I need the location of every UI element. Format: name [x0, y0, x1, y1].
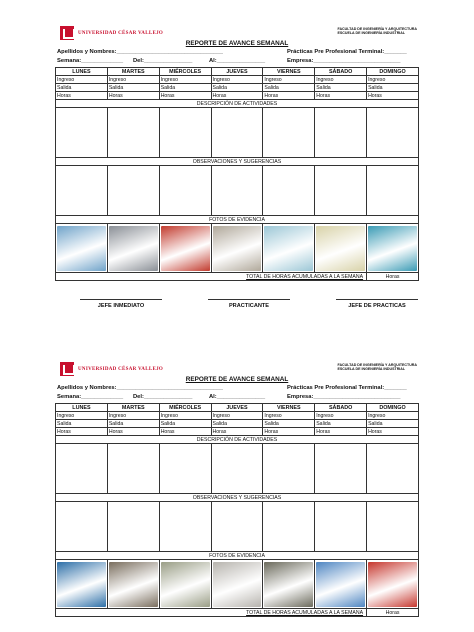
observation-cell[interactable] — [211, 502, 263, 552]
observation-cell[interactable] — [56, 502, 108, 552]
time-cell[interactable]: Ingreso — [263, 412, 315, 420]
time-cell[interactable]: Ingreso — [367, 412, 419, 420]
faculty-line: FACULTAD DE INGENIERÍA Y ARQUITECTURA — [337, 27, 417, 31]
faculty-heading — [337, 363, 417, 372]
fields-row-names — [57, 49, 419, 55]
time-cell[interactable]: Horas — [263, 92, 315, 100]
photo-cell — [107, 560, 159, 609]
faculty-line: FACULTAD DE INGENIERÍA Y ARQUITECTURA — [337, 363, 417, 367]
names-field[interactable]: Apellidos y Nombres:_________________________________ — [57, 49, 223, 55]
evidence-photo — [316, 226, 365, 271]
time-cell[interactable]: Salida — [107, 420, 159, 428]
evidence-photo — [264, 226, 313, 271]
time-cell[interactable]: Ingreso — [56, 412, 108, 420]
signature-boss: JEFE INMEDIATO — [80, 299, 162, 309]
time-cell[interactable]: Ingreso — [211, 412, 263, 420]
activity-cell[interactable] — [107, 444, 159, 494]
observations-heading: OBSERVACIONES Y SUGERENCIAS — [56, 494, 419, 502]
total-hours-label: TOTAL DE HORAS ACUMULADAS A LA SEMANA — [56, 273, 367, 281]
time-cell[interactable]: Ingreso — [263, 76, 315, 84]
time-cell[interactable]: Horas — [107, 428, 159, 436]
evidence-photo — [264, 562, 313, 607]
weekly-grid — [55, 403, 419, 617]
activity-cell[interactable] — [159, 108, 211, 158]
photos-heading: FOTOS DE EVIDENCIA — [56, 552, 419, 560]
signature-intern: PRACTICANTE — [208, 299, 290, 309]
time-cell[interactable]: Horas — [159, 428, 211, 436]
observation-cell[interactable] — [263, 166, 315, 216]
photo-cell — [56, 560, 108, 609]
salida-row — [56, 84, 419, 92]
week-field[interactable]: Semana:_____________ — [57, 58, 124, 64]
day-header: VIERNES — [263, 68, 315, 76]
activity-cell[interactable] — [263, 444, 315, 494]
observation-cell[interactable] — [263, 502, 315, 552]
evidence-photo — [161, 226, 210, 271]
photos-row — [56, 560, 419, 609]
names-field[interactable]: Apellidos y Nombres:_________________________________ — [57, 385, 223, 391]
time-cell[interactable]: Salida — [263, 84, 315, 92]
activity-cell[interactable] — [56, 444, 108, 494]
practices-field[interactable]: Prácticas Pre Profesional Terminal:_______ — [287, 49, 407, 55]
time-cell[interactable]: Salida — [211, 420, 263, 428]
activity-cell[interactable] — [315, 444, 367, 494]
day-header: SÁBADO — [315, 404, 367, 412]
activity-cell[interactable] — [211, 444, 263, 494]
day-header: MARTES — [107, 404, 159, 412]
observation-cell[interactable] — [367, 502, 419, 552]
observation-cell[interactable] — [211, 166, 263, 216]
report-title: REPORTE DE AVANCE SEMANAL — [185, 40, 289, 47]
photo-cell — [263, 224, 315, 273]
ingreso-row — [56, 76, 419, 84]
from-field[interactable]: Del:_______________ — [133, 58, 193, 64]
total-row — [56, 609, 419, 617]
photo-cell — [56, 224, 108, 273]
university-logo — [60, 362, 163, 376]
total-hours-cell[interactable]: Horas — [367, 609, 419, 617]
evidence-photo — [213, 562, 262, 607]
time-cell[interactable]: Salida — [159, 84, 211, 92]
day-header: MARTES — [107, 68, 159, 76]
time-cell[interactable]: Salida — [315, 420, 367, 428]
photo-cell — [211, 224, 263, 273]
activities-heading: DESCRIPCIÓN DE ACTIVIDADES — [56, 100, 419, 108]
time-cell[interactable]: Horas — [107, 92, 159, 100]
photo-cell — [315, 560, 367, 609]
photo-cell — [107, 224, 159, 273]
time-cell[interactable]: Ingreso — [159, 76, 211, 84]
time-cell[interactable]: Salida — [263, 420, 315, 428]
university-logo — [60, 26, 163, 40]
observations-heading: OBSERVACIONES Y SUGERENCIAS — [56, 158, 419, 166]
time-cell[interactable]: Ingreso — [211, 76, 263, 84]
time-cell[interactable]: Salida — [159, 420, 211, 428]
time-cell[interactable]: Horas — [367, 428, 419, 436]
ingreso-row — [56, 412, 419, 420]
time-cell[interactable]: Ingreso — [367, 76, 419, 84]
day-header: MIÉRCOLES — [159, 68, 211, 76]
time-cell[interactable]: Horas — [56, 92, 108, 100]
observation-cell[interactable] — [107, 166, 159, 216]
observation-cell[interactable] — [107, 502, 159, 552]
time-cell[interactable]: Ingreso — [107, 76, 159, 84]
observations-row — [56, 166, 419, 216]
week-field[interactable]: Semana:_____________ — [57, 394, 124, 400]
activities-row — [56, 108, 419, 158]
time-cell[interactable]: Salida — [315, 84, 367, 92]
evidence-photo — [109, 226, 158, 271]
to-field[interactable]: Al:_______________ — [209, 394, 266, 400]
activities-heading: DESCRIPCIÓN DE ACTIVIDADES — [56, 436, 419, 444]
time-cell[interactable]: Ingreso — [107, 412, 159, 420]
evidence-photo — [316, 562, 365, 607]
time-cell[interactable]: Horas — [315, 428, 367, 436]
observation-cell[interactable] — [159, 502, 211, 552]
time-cell[interactable]: Horas — [211, 428, 263, 436]
total-hours-cell[interactable]: Horas — [367, 273, 419, 281]
report-title: REPORTE DE AVANCE SEMANAL — [185, 376, 289, 383]
evidence-photo — [213, 226, 262, 271]
observation-cell[interactable] — [159, 166, 211, 216]
day-header: LUNES — [56, 404, 108, 412]
horas-row — [56, 92, 419, 100]
time-cell[interactable]: Ingreso — [315, 412, 367, 420]
school-line: ESCUELA DE INGENIERÍA INDUSTRIAL — [337, 31, 406, 36]
time-cell[interactable]: Horas — [263, 428, 315, 436]
fields-row-names — [57, 385, 419, 391]
day-header: DOMINGO — [367, 404, 419, 412]
evidence-photo — [368, 562, 417, 607]
total-row — [56, 273, 419, 281]
school-line: ESCUELA DE INGENIERÍA INDUSTRIAL — [337, 367, 406, 372]
activity-cell[interactable] — [315, 108, 367, 158]
day-header: SÁBADO — [315, 68, 367, 76]
observations-row — [56, 502, 419, 552]
time-cell[interactable]: Ingreso — [159, 412, 211, 420]
photo-cell — [367, 560, 419, 609]
from-field[interactable]: Del:_______________ — [133, 394, 193, 400]
university-name: UNIVERSIDAD CÉSAR VALLEJO — [78, 366, 164, 372]
day-header: DOMINGO — [367, 68, 419, 76]
photos-row — [56, 224, 419, 273]
salida-row — [56, 420, 419, 428]
photo-cell — [367, 224, 419, 273]
day-header: LUNES — [56, 68, 108, 76]
day-header: VIERNES — [263, 404, 315, 412]
photos-heading: FOTOS DE EVIDENCIA — [56, 216, 419, 224]
evidence-photo — [57, 562, 106, 607]
horas-row — [56, 428, 419, 436]
observation-cell[interactable] — [56, 166, 108, 216]
evidence-photo — [57, 226, 106, 271]
time-cell[interactable]: Ingreso — [56, 76, 108, 84]
fields-row-week — [57, 394, 419, 400]
faculty-heading — [337, 27, 417, 36]
photo-cell — [211, 560, 263, 609]
activity-cell[interactable] — [367, 444, 419, 494]
time-cell[interactable]: Horas — [159, 92, 211, 100]
day-header: MIÉRCOLES — [159, 404, 211, 412]
time-cell[interactable]: Salida — [56, 84, 108, 92]
evidence-photo — [109, 562, 158, 607]
photo-cell — [159, 224, 211, 273]
time-cell[interactable]: Salida — [107, 84, 159, 92]
time-cell[interactable]: Horas — [211, 92, 263, 100]
time-cell[interactable]: Salida — [211, 84, 263, 92]
activity-cell[interactable] — [211, 108, 263, 158]
company-field[interactable]: Empresa:___________________________ — [287, 394, 401, 400]
ucv-logo-icon — [60, 362, 74, 376]
fields-row-week — [57, 58, 419, 64]
activities-row — [56, 444, 419, 494]
evidence-photo — [161, 562, 210, 607]
days-header-row — [56, 404, 419, 412]
activity-cell[interactable] — [107, 108, 159, 158]
time-cell[interactable]: Salida — [367, 84, 419, 92]
total-hours-label: TOTAL DE HORAS ACUMULADAS A LA SEMANA — [56, 609, 367, 617]
time-cell[interactable]: Horas — [315, 92, 367, 100]
time-cell[interactable]: Salida — [367, 420, 419, 428]
company-field[interactable]: Empresa:___________________________ — [287, 58, 401, 64]
activity-cell[interactable] — [263, 108, 315, 158]
activity-cell[interactable] — [159, 444, 211, 494]
days-header-row — [56, 68, 419, 76]
time-cell[interactable]: Horas — [56, 428, 108, 436]
to-field[interactable]: Al:_______________ — [209, 58, 266, 64]
observation-cell[interactable] — [367, 166, 419, 216]
day-header: JUEVES — [211, 68, 263, 76]
observation-cell[interactable] — [315, 166, 367, 216]
photo-cell — [263, 560, 315, 609]
activity-cell[interactable] — [56, 108, 108, 158]
activity-cell[interactable] — [367, 108, 419, 158]
practices-field[interactable]: Prácticas Pre Profesional Terminal:_______ — [287, 385, 407, 391]
evidence-photo — [368, 226, 417, 271]
signature-practice-head: JEFE DE PRACTICAS — [336, 299, 418, 309]
ucv-logo-icon — [60, 26, 74, 40]
day-header: JUEVES — [211, 404, 263, 412]
photo-cell — [159, 560, 211, 609]
time-cell[interactable]: Ingreso — [315, 76, 367, 84]
report-page-2 — [0, 336, 474, 632]
time-cell[interactable]: Salida — [56, 420, 108, 428]
time-cell[interactable]: Horas — [367, 92, 419, 100]
observation-cell[interactable] — [315, 502, 367, 552]
university-name: UNIVERSIDAD CÉSAR VALLEJO — [78, 30, 164, 36]
weekly-grid — [55, 67, 419, 281]
photo-cell — [315, 224, 367, 273]
